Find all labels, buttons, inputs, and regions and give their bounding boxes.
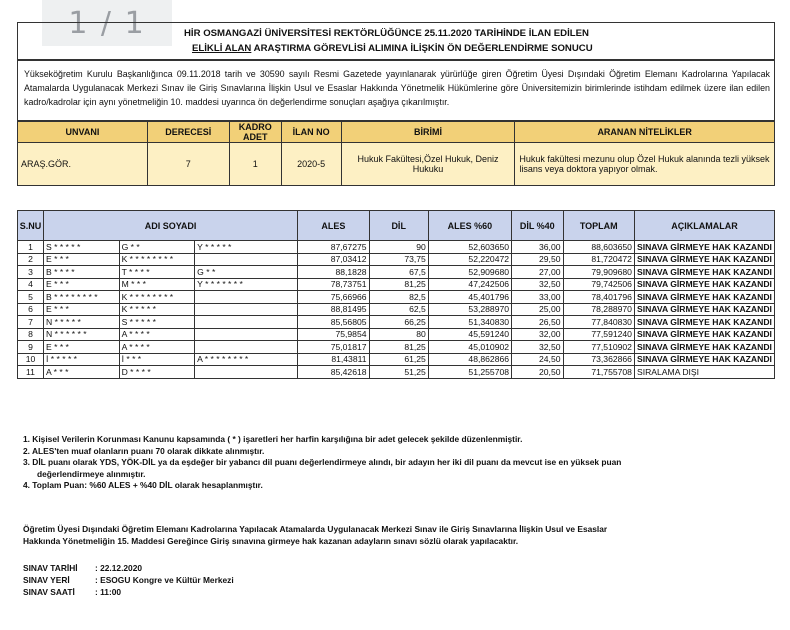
position-header-row bbox=[18, 122, 775, 143]
row-middle-name: T * * * * bbox=[119, 266, 195, 279]
row-toplam: 81,720472 bbox=[563, 253, 634, 266]
row-last-name bbox=[195, 291, 298, 304]
row-sno: 9 bbox=[18, 341, 44, 354]
row-ales: 87,67275 bbox=[298, 241, 369, 254]
row-dil: 82,5 bbox=[369, 291, 428, 304]
intro-paragraph: Yükseköğretim Kurulu Başkanlığınca 09.11.2018 tarih ve 30590 sayılı Resmi Gazetede yayınlanarak yürürlüğe giren Öğretim Üyesi Dışındaki Öğretim Elemanı Kadrolarına Yapılacak Atamalarda Uygulanacak Merkezi Sınav ile Giriş Sınavlarına İlişkin Usul ve Esaslar Hakkında Yönetmelik Hükümlerine göre Üniversitemizin birimlerinde istihdam edilmek üzere ilan edilen kadro/kadrolar için aynı yönetmeliğin 10. maddesi uyarınca ön değerlendirme sonuçları aşağıya çıkarılmıştır. bbox=[24, 69, 770, 107]
header-aciklamalar: AÇIKLAMALAR bbox=[634, 211, 774, 241]
table-row bbox=[18, 316, 775, 329]
row-first-name: E * * * bbox=[43, 303, 119, 316]
row-dil40: 26,50 bbox=[512, 316, 563, 329]
row-dil: 73,75 bbox=[369, 253, 428, 266]
exam-place-row bbox=[23, 574, 234, 586]
row-first-name: N * * * * * bbox=[43, 316, 119, 329]
row-sno: 5 bbox=[18, 291, 44, 304]
row-aciklama: SINAVA GİRMEYE HAK KAZANDI bbox=[634, 316, 774, 329]
position-table bbox=[17, 121, 775, 186]
row-dil: 81,25 bbox=[369, 341, 428, 354]
row-dil: 62,5 bbox=[369, 303, 428, 316]
row-middle-name: A * * * * bbox=[119, 341, 195, 354]
row-ales60: 47,242506 bbox=[428, 278, 511, 291]
title-underlined-text: ELİKLİ ALAN bbox=[192, 43, 252, 54]
row-ales: 88,81495 bbox=[298, 303, 369, 316]
row-first-name: B * * * * * * * * bbox=[43, 291, 119, 304]
exam-date-value: : 22.12.2020 bbox=[95, 563, 143, 573]
table-row bbox=[18, 291, 775, 304]
table-row bbox=[18, 241, 775, 254]
header-dil40: DİL %40 bbox=[512, 211, 563, 241]
row-aciklama: SINAVA GİRMEYE HAK KAZANDI bbox=[634, 278, 774, 291]
row-first-name: N * * * * * * bbox=[43, 328, 119, 341]
row-dil40: 32,50 bbox=[512, 278, 563, 291]
row-ales60: 52,909680 bbox=[428, 266, 511, 279]
row-ales60: 45,401796 bbox=[428, 291, 511, 304]
row-sno: 3 bbox=[18, 266, 44, 279]
exam-date-label: SINAV TARİHİ bbox=[23, 563, 78, 573]
header-adi-soyadi: ADI SOYADI bbox=[43, 211, 297, 241]
note-3-cont: değerlendirmeye alınmıştır. bbox=[37, 468, 146, 479]
row-sno: 4 bbox=[18, 278, 44, 291]
position-ilan-no: 2020-5 bbox=[281, 143, 341, 186]
note-1: 1. Kişisel Verilerin Korunması Kanunu kapsamında ( * ) işaretleri her harfin karşılığına bir adet gelecek şekilde düzenlenmiştir. bbox=[23, 434, 523, 444]
position-birim: Hukuk Fakültesi,Özel Hukuk, Deniz Hukuku bbox=[341, 143, 515, 186]
candidate-header-row bbox=[18, 211, 775, 241]
position-nitelik: Hukuk fakültesi mezunu olup Özel Hukuk alanında tezli yüksek lisans veya doktora yapıyor olmak. bbox=[515, 143, 775, 186]
header-ales60: ALES %60 bbox=[428, 211, 511, 241]
row-aciklama: SINAVA GİRMEYE HAK KAZANDI bbox=[634, 253, 774, 266]
row-last-name: Y * * * * * bbox=[195, 241, 298, 254]
footer-line-1: Öğretim Üyesi Dışındaki Öğretim Elemanı Kadrolarına Yapılacak Atamalarda Uygulanacak Merkezi Sınav ile Giriş Sınavlarına İlişkin Usul ve Esaslar bbox=[23, 524, 608, 534]
row-dil: 66,25 bbox=[369, 316, 428, 329]
row-last-name: A * * * * * * * * bbox=[195, 353, 298, 366]
row-first-name: E * * * bbox=[43, 341, 119, 354]
notes-section bbox=[23, 434, 621, 492]
header-birim: BİRİMİ bbox=[341, 122, 515, 143]
exam-time-label: SINAV SAATİ bbox=[23, 587, 75, 597]
row-ales60: 51,255708 bbox=[428, 366, 511, 379]
row-dil: 51,25 bbox=[369, 366, 428, 379]
header-ilan-no: İLAN NO bbox=[281, 122, 341, 143]
row-aciklama: SINAVA GİRMEYE HAK KAZANDI bbox=[634, 266, 774, 279]
row-first-name: E * * * bbox=[43, 278, 119, 291]
row-last-name bbox=[195, 253, 298, 266]
row-dil40: 24,50 bbox=[512, 353, 563, 366]
row-middle-name: K * * * * * * * * bbox=[119, 253, 195, 266]
row-dil40: 20,50 bbox=[512, 366, 563, 379]
header-dil: DİL bbox=[369, 211, 428, 241]
table-row bbox=[18, 366, 775, 379]
row-dil40: 32,00 bbox=[512, 328, 563, 341]
exam-date-row bbox=[23, 562, 234, 574]
row-last-name bbox=[195, 341, 298, 354]
row-first-name: İ * * * * * bbox=[43, 353, 119, 366]
row-toplam: 88,603650 bbox=[563, 241, 634, 254]
row-dil: 80 bbox=[369, 328, 428, 341]
note-2: 2. ALES'ten muaf olanların puanı 70 olarak dikkate alınmıştır. bbox=[23, 445, 265, 456]
row-sno: 6 bbox=[18, 303, 44, 316]
table-row bbox=[18, 303, 775, 316]
row-sno: 1 bbox=[18, 241, 44, 254]
title-line-1: HİR OSMANGAZİ ÜNİVERSİTESİ REKTÖRLÜĞÜNCE 25.11.2020 TARİHİNDE İLAN EDİLEN bbox=[184, 28, 589, 39]
row-aciklama: SINAVA GİRMEYE HAK KAZANDI bbox=[634, 341, 774, 354]
row-ales60: 53,288970 bbox=[428, 303, 511, 316]
row-ales: 87,03412 bbox=[298, 253, 369, 266]
row-toplam: 77,510902 bbox=[563, 341, 634, 354]
header-ales: ALES bbox=[298, 211, 369, 241]
table-row bbox=[18, 266, 775, 279]
position-adet: 1 bbox=[229, 143, 281, 186]
table-row bbox=[18, 253, 775, 266]
row-aciklama: SINAVA GİRMEYE HAK KAZANDI bbox=[634, 303, 774, 316]
row-last-name bbox=[195, 303, 298, 316]
row-toplam: 71,755708 bbox=[563, 366, 634, 379]
row-middle-name: S * * * * * bbox=[119, 316, 195, 329]
position-row bbox=[18, 143, 775, 186]
intro-box bbox=[17, 60, 775, 121]
table-row bbox=[18, 341, 775, 354]
row-ales: 75,01817 bbox=[298, 341, 369, 354]
row-middle-name: A * * * * bbox=[119, 328, 195, 341]
row-toplam: 78,401796 bbox=[563, 291, 634, 304]
table-row bbox=[18, 328, 775, 341]
row-ales60: 52,220472 bbox=[428, 253, 511, 266]
table-row bbox=[18, 353, 775, 366]
exam-time-value: : 11:00 bbox=[95, 587, 122, 597]
row-dil40: 32,50 bbox=[512, 341, 563, 354]
row-dil: 67,5 bbox=[369, 266, 428, 279]
row-aciklama: SINAVA GİRMEYE HAK KAZANDI bbox=[634, 291, 774, 304]
row-ales60: 51,340830 bbox=[428, 316, 511, 329]
note-3: 3. DİL puanı olarak YDS, YÖK-DİL ya da eşdeğer bir yabancı dil puanı değerlendirmeye alındı, bir adayın her iki dil puanı da mevcut ise en yüksek puan bbox=[23, 457, 622, 467]
row-aciklama: SINAVA GİRMEYE HAK KAZANDI bbox=[634, 353, 774, 366]
row-middle-name: K * * * * * * * * bbox=[119, 291, 195, 304]
row-dil: 81,25 bbox=[369, 278, 428, 291]
row-toplam: 79,909680 bbox=[563, 266, 634, 279]
footer-line-2: Hakkında Yönetmeliğin 15. Maddesi Gereğince Giriş sınavına girmeye hak kazanan adayların sınavı sözlü olarak yapılacaktır. bbox=[23, 536, 519, 546]
row-middle-name: K * * * * * bbox=[119, 303, 195, 316]
row-ales60: 45,591240 bbox=[428, 328, 511, 341]
row-last-name bbox=[195, 328, 298, 341]
row-toplam: 77,840830 bbox=[563, 316, 634, 329]
row-aciklama: SINAVA GİRMEYE HAK KAZANDI bbox=[634, 241, 774, 254]
row-ales: 75,9854 bbox=[298, 328, 369, 341]
row-ales: 81,43811 bbox=[298, 353, 369, 366]
row-toplam: 77,591240 bbox=[563, 328, 634, 341]
row-sno: 8 bbox=[18, 328, 44, 341]
header-kadro-adet: KADRO ADET bbox=[229, 122, 281, 143]
row-first-name: S * * * * * bbox=[43, 241, 119, 254]
exam-info bbox=[23, 562, 234, 598]
row-first-name: A * * * bbox=[43, 366, 119, 379]
row-last-name: Y * * * * * * * bbox=[195, 278, 298, 291]
header-unvan: UNVANI bbox=[18, 122, 148, 143]
row-dil40: 36,00 bbox=[512, 241, 563, 254]
page-indicator: 1 / 1 bbox=[42, 0, 172, 46]
header-derece: DERECESİ bbox=[147, 122, 229, 143]
row-ales60: 45,010902 bbox=[428, 341, 511, 354]
exam-time-row bbox=[23, 586, 234, 598]
row-middle-name: D * * * * bbox=[119, 366, 195, 379]
row-dil40: 29,50 bbox=[512, 253, 563, 266]
title-line-2 bbox=[192, 43, 593, 54]
row-ales: 75,66966 bbox=[298, 291, 369, 304]
row-ales60: 48,862866 bbox=[428, 353, 511, 366]
position-unvan: ARAŞ.GÖR. bbox=[18, 143, 148, 186]
row-last-name bbox=[195, 316, 298, 329]
row-dil40: 27,00 bbox=[512, 266, 563, 279]
row-sno: 11 bbox=[18, 366, 44, 379]
exam-place-value: : ESOGU Kongre ve Kültür Merkezi bbox=[95, 575, 234, 585]
table-row bbox=[18, 278, 775, 291]
row-first-name: B * * * * bbox=[43, 266, 119, 279]
row-first-name: E * * * bbox=[43, 253, 119, 266]
title-box bbox=[17, 22, 775, 60]
row-last-name: G * * bbox=[195, 266, 298, 279]
title-rest-text: ARAŞTIRMA GÖREVLİSİ ALIMINA İLİŞKİN ÖN DEĞERLENDİRME SONUCU bbox=[251, 43, 593, 54]
footer-section bbox=[23, 523, 607, 547]
row-toplam: 78,288970 bbox=[563, 303, 634, 316]
header-sno: S.NU bbox=[18, 211, 44, 241]
note-4: 4. Toplam Puan: %60 ALES + %40 DİL olarak hesaplanmıştır. bbox=[23, 480, 263, 490]
row-dil: 90 bbox=[369, 241, 428, 254]
row-ales: 78,73751 bbox=[298, 278, 369, 291]
row-last-name bbox=[195, 366, 298, 379]
position-derece: 7 bbox=[147, 143, 229, 186]
header-toplam: TOPLAM bbox=[563, 211, 634, 241]
row-sno: 2 bbox=[18, 253, 44, 266]
row-aciklama: SINAVA GİRMEYE HAK KAZANDI bbox=[634, 328, 774, 341]
row-aciklama: SIRALAMA DIŞI bbox=[634, 366, 774, 379]
row-middle-name: İ * * * bbox=[119, 353, 195, 366]
row-toplam: 73,362866 bbox=[563, 353, 634, 366]
row-middle-name: G * * bbox=[119, 241, 195, 254]
row-sno: 7 bbox=[18, 316, 44, 329]
row-dil40: 25,00 bbox=[512, 303, 563, 316]
row-sno: 10 bbox=[18, 353, 44, 366]
row-ales60: 52,603650 bbox=[428, 241, 511, 254]
header-nitelikler: ARANAN NİTELİKLER bbox=[515, 122, 775, 143]
row-ales: 85,56805 bbox=[298, 316, 369, 329]
row-ales: 85,42618 bbox=[298, 366, 369, 379]
exam-place-label: SINAV YERİ bbox=[23, 575, 70, 585]
row-toplam: 79,742506 bbox=[563, 278, 634, 291]
candidate-table bbox=[17, 210, 775, 379]
row-ales: 88,1828 bbox=[298, 266, 369, 279]
row-middle-name: M * * * bbox=[119, 278, 195, 291]
row-dil40: 33,00 bbox=[512, 291, 563, 304]
row-dil: 61,25 bbox=[369, 353, 428, 366]
